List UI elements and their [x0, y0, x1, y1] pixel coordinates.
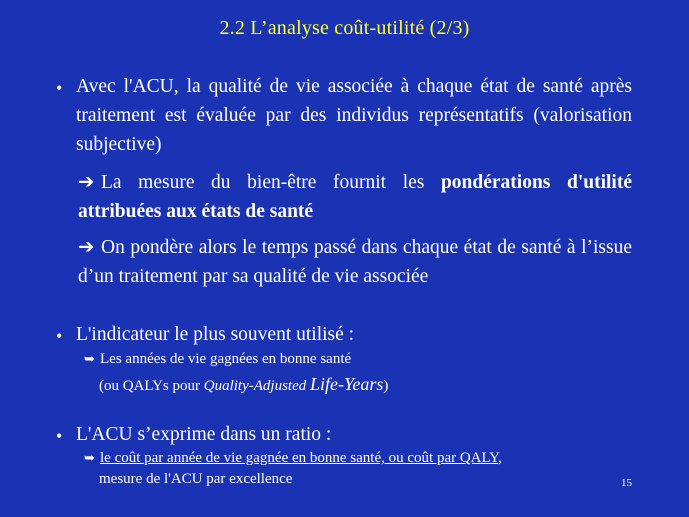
sub-point-2-text: On pondère alors le temps passé dans chaque état de santé à l’issue d’un traitement par sa qualité de vie associée — [78, 237, 632, 287]
bullet-marker: • — [56, 326, 63, 346]
sub-point-4-line-2: mesure de l'ACU par excellence — [99, 471, 293, 487]
curved-arrow-icon: ➥ — [84, 450, 95, 465]
qaly-prefix: (ou QALYs pour — [99, 378, 204, 394]
sub-point-1-bold: pondérations d'utilité attribuées aux états de santé — [78, 172, 632, 222]
qaly-italic-large: Life-Years — [309, 374, 384, 394]
sub-point-2 — [78, 233, 632, 291]
curved-arrow-icon: ➥ — [84, 351, 95, 366]
sub-point-1 — [78, 168, 632, 226]
bullet-marker: • — [56, 78, 63, 98]
sub-point-3-line-1 — [84, 349, 351, 369]
sub-point-3-text: Les années de vie gagnées en bonne santé — [100, 351, 352, 367]
page-number: 15 — [621, 477, 632, 489]
bullet-text-3: L'ACU s’exprime dans un ratio : — [76, 424, 332, 445]
bullet-text-1: Avec l'ACU, la qualité de vie associée à chaque état de santé après traitement est évaluée par des individus représentatifs (valorisation subjective) — [76, 76, 632, 155]
arrow-right-icon: ➔ — [78, 172, 95, 193]
slide-title: 2.2 L’analyse coût-utilité (2/3) — [219, 17, 470, 39]
sub-point-4-line-1 — [84, 448, 502, 468]
bullet-text-2: L'indicateur le plus souvent utilisé : — [76, 324, 355, 345]
sub-point-4-underlined: le coût par année de vie gagnée en bonne santé, ou coût par QALY — [100, 450, 499, 466]
sub-point-4-comma: , — [498, 450, 502, 466]
sub-point-3-line-2 — [99, 374, 388, 396]
bullet-marker: • — [56, 426, 63, 446]
arrow-right-icon: ➔ — [78, 237, 95, 258]
qaly-italic: Quality-Adjusted — [203, 378, 310, 394]
sub-point-1-text: La mesure du bien-être fournit les — [101, 172, 441, 193]
qaly-suffix: ) — [383, 378, 389, 394]
